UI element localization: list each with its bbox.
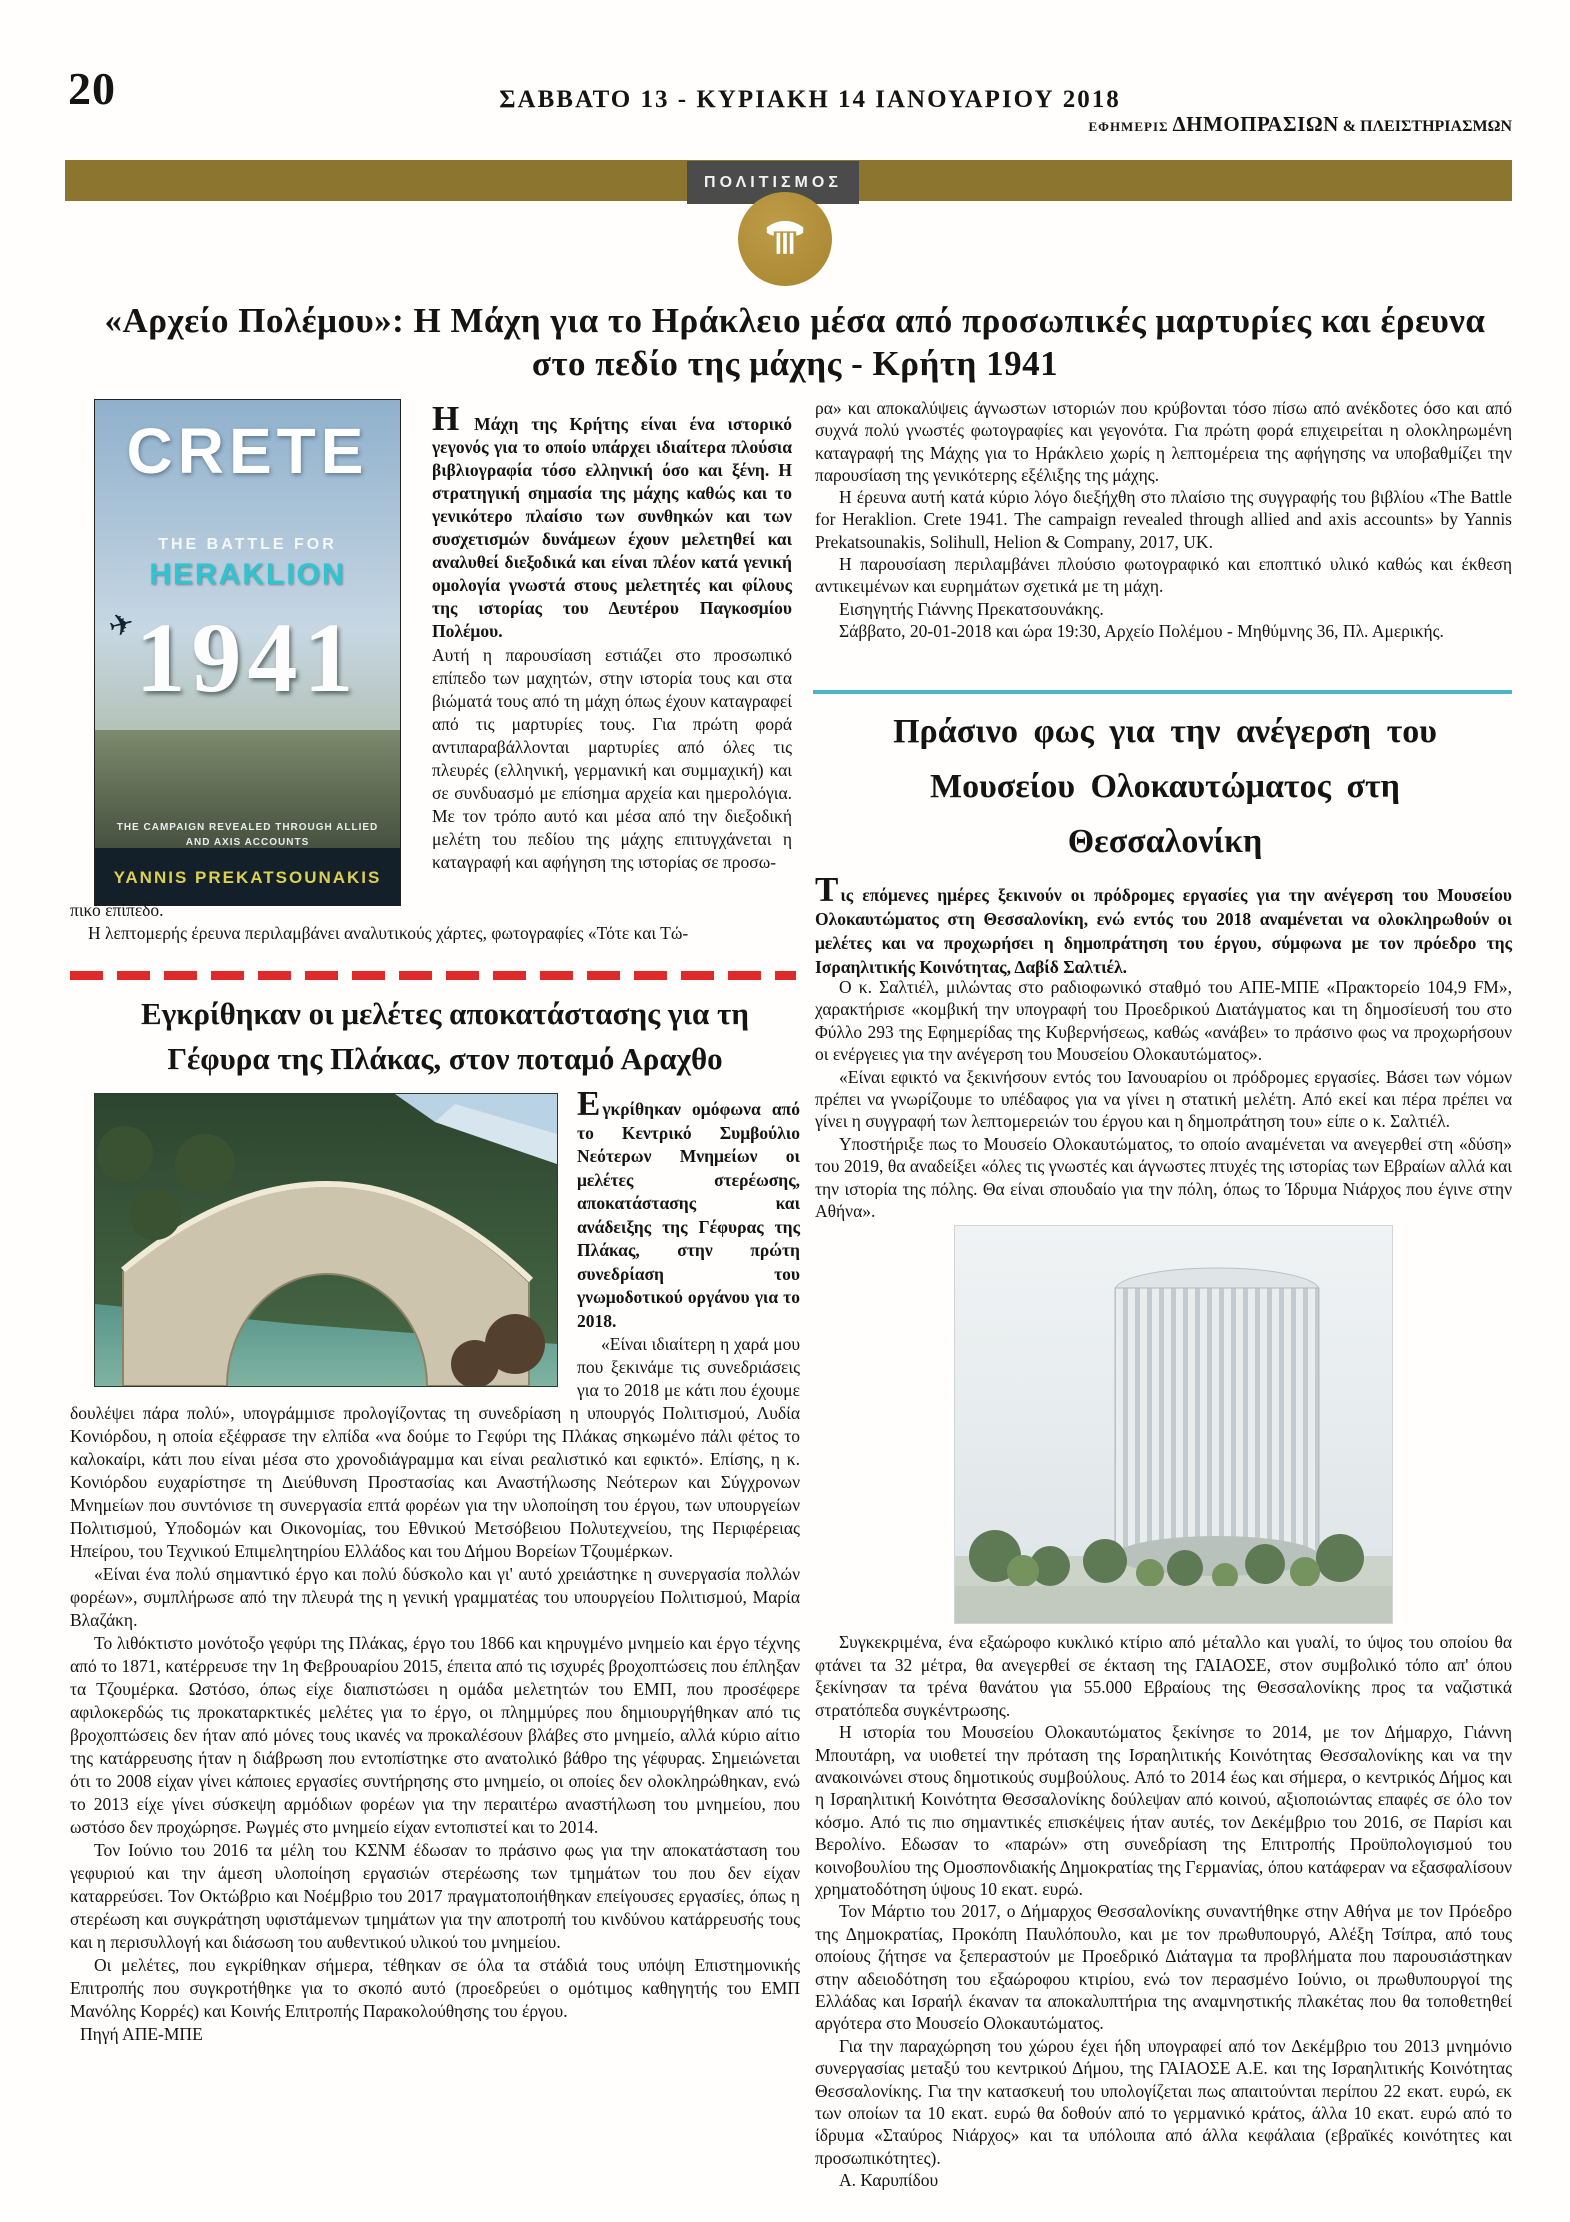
- article-crete-paragraph: ρα» και αποκαλύψεις άγνωστων ιστοριών που κρύβονται τόσο πίσω από ανέκδοτες όσο και από συχνά πολύ γνωστές φωτογραφίες και γεγονότα. Για πρώτη φορά επιχειρείται η ολοκληρωμένη καταγραφή της Μάχης για το Ηράκλειο χωρίς η λεπτομέρεια της αφήγησης να υποβαθμίζει την παρουσίαση της γενικότερης εξέλιξης της μάχης.: [815, 398, 1512, 485]
- article-bridge-body: [70, 1084, 800, 2046]
- article-bridge-paragraph: «Είναι ιδιαίτερη η χαρά μου που ξεκινάμε τις συνεδριάσεις για το 2018 με κάτι που έχουμε δουλέψει πάρα πολύ», υπογράμμισε προλογίζοντας τη συνεδρίαση η υπουργός Πολιτισμού, Λυδία Κονιόρδου, η οποία εξέφρασε την ελπίδα «να δούμε το Γεφύρι της Πλάκας σηκωμένο πάλι φέτος το καλοκαίρι, κάτι που είναι μέσα στο χρονοδιάγραμμα και είναι ρεαλιστικό και εφικτό». Επίσης, η κ. Κονιόρδου ευχαρίστησε τη Διεύθυνση Προστασίας και Αναστήλωσης Νεότερων και Σύγχρονων Μνημείων που συντόνισε τη συνεργασία επτά φορέων για την υλοποίηση του έργου, των υπουργείων Πολιτισμού, Υποδομών και Οικονομίας, του Εθνικού Μετσόβειου Πολυτεχνείου, της Περιφέρειας Ηπείρου, του Τεχνικού Επιμελητηρίου Ελλάδος και του Δήμου Βορείων Τζουμέρκων.: [70, 1334, 800, 1561]
- newspaper-masthead: [1089, 112, 1513, 137]
- date-header: ΣΑΒΒΑΤΟ 13 - ΚΥΡΙΑΚΗ 14 ΙΑΝΟΥΑΡΙΟΥ 2018: [499, 86, 1121, 113]
- book-cover-author: YANNIS PREKATSOUNAKIS: [113, 868, 382, 887]
- book-cover-subtitle2: HERAKLION: [149, 558, 346, 591]
- masthead-name: ΔΗΜΟΠΡΑΣΙΩΝ: [1172, 112, 1339, 136]
- article-crete-paragraph: Η παρουσίαση περιλαμβάνει πλούσιο φωτογραφικό και εποπτικό υλικό καθώς και έκθεση αντικειμένων και ευρημάτων σχετικά με τη μάχη.: [815, 554, 1512, 597]
- article-bridge-paragraph: «Είναι ένα πολύ σημαντικό έργο και πολύ δύσκολο και γι' αυτό χρειάστηκε η συνεργασία πολλών φορέων», συμπλήρωσε από την πλευρά της η γενική γραμματέας του υπουργείου Πολιτισμού, Μαρία Βλαζάκη.: [70, 1564, 800, 1630]
- article-museum-title: Πράσινο φως για την ανέγερση του Μουσείου Ολοκαυτώματος στη Θεσσαλονίκη: [893, 713, 1437, 861]
- column-capital-icon: [757, 209, 813, 270]
- article-crete-speaker: Εισηγητής Γιάννης Πρεκατσουνάκης.: [839, 598, 1104, 619]
- article-museum-paragraph: Ο κ. Σαλτιέλ, μιλώντας στο ραδιοφωνικό σταθμό του ΑΠΕ-ΜΠΕ «Πρακτορείο 104,9 FM», χαρακτήρισε «κομβική την υπογραφή του Προεδρικού Διατάγματος και τη δημοσίευσή του στο Φύλλο 293 της Εφημερίδας της Κυβερνήσεως, καθώς «ανάβει» το πράσινο φως να προχωρήσουν οι ενέργειες για την ανέγερση του Μουσείου Ολοκαυτώματος».: [815, 977, 1512, 1065]
- article-crete-paragraph: πικό επίπεδο.: [70, 900, 164, 920]
- masthead-suffix: & ΠΛΕΙΣΤΗΡΙΑΣΜΩΝ: [1342, 118, 1512, 135]
- article-bridge-lead: Εγκρίθηκαν ομόφωνα από το Κεντρικό Συμβούλιο Νεότερων Μνημείων οι μελέτες στερέωσης, αποκατάστασης και ανάδειξης της Γέφυρας της Πλάκας, στην πρώτη συνεδρίαση του γνωμοδοτικού οργάνου για το 2018.: [577, 1084, 800, 1331]
- article-museum-body: [815, 976, 1512, 2192]
- article-museum-paragraph: «Είναι εφικτό να ξεκινήσουν εντός του Ιανουαρίου οι πρόδρομες εργασίες. Βάσει των νόμων πρέπει να γνωρίζουμε το υπέδαφος για να γίνει η στατική μελέτη. Από εκεί και πέρα πρέπει να γίνει η συγγραφή των λεπτομερειών του έργου και η δημοπράτηση του» είπε ο κ. Σαλτιέλ.: [815, 1066, 1512, 1132]
- plaka-bridge-photo: [95, 1094, 557, 1386]
- section-label: ΠΟΛΙΤΙΣΜΟΣ: [687, 161, 859, 204]
- article-bridge-paragraph: Το λιθόκτιστο μονότοξο γεφύρι της Πλάκας, έργο του 1866 και κηρυγμένο μνημείο και έργο τέχνης από το 1871, κατέρρευσε την 1η Φεβρουαρίου 2015, έπειτα από τις ισχυρές βροχοπτώσεις που έπληξαν τα Τζουμέρκα. Ωστόσο, όπως είχε διαπιστώσει η ομάδα μελετητών του ΕΜΠ, που προσέφερε αφιλοκερδώς τις προκαταρκτικές μελέτες για το έργο, οι πλημμύρες που δημιουργήθηκαν από τις βροχοπτώσεις δεν ήταν από μόνες τους ικανές να προκαλέσουν βλάβες στο μνημείο, αλλά κύριο αίτιο της κατάρρευσης ήταν η διάβρωση που εντοπίστηκε στο ανατολικό βάθρο της γέφυρας. Σημειώνεται ότι το 2008 είχαν γίνει κάποιες εργασίες συντήρησης στο μνημείο, οι οποίες δεν ολοκληρώθηκαν, ενώ το 2013 είχε γίνει σύσκεψη αρμόδιων φορέων για την περαιτέρω αναστήλωση του μνημείου, που ωστόσο δεν προχώρησε. Ρωγμές στο μνημείο είχαν εντοπιστεί και το 2014.: [70, 1633, 800, 1837]
- article-museum-byline: Α. Καρυπίδου: [839, 2170, 939, 2191]
- book-cover-title: CRETE: [126, 415, 369, 487]
- article-crete-title: «Αρχείο Πολέμου»: Η Μάχη για το Ηράκλειο μέσα από προσωπικές μαρτυρίες και έρευνα στο πεδίο της μάχης - Κρήτη 1941: [104, 301, 1486, 383]
- book-cover-image: [95, 400, 400, 905]
- culture-logo: [738, 192, 832, 286]
- article-bridge-source: Πηγή ΑΠΕ-ΜΠΕ: [80, 2024, 203, 2044]
- article-crete-lead: Η Μάχη της Κρήτης είναι ένα ιστορικό γεγονός για το οποίο υπάρχει ιδιαίτερα πλούσια βιβλιογραφία τόσο ελληνική όσο και ξένη. Η στρατηγική σημασία της μάχης καθώς και το γενικότερο πλαίσιο των συνθηκών και των συσχετισμών δυνάμεων έχουν μελετηθεί και αναλυθεί διεξοδικά και είναι πλέον κατά γενική ομολογία γνωστά στους μελετητές και φίλους της ιστορίας του Δευτέρου Παγκοσμίου Πολέμου.: [432, 399, 792, 641]
- red-dashed-separator: [70, 971, 796, 980]
- article-crete-paragraph: Αυτή η παρουσίαση εστιάζει στο προσωπικό επίπεδο των μαχητών, στην ιστορία τους και στα βιώματά τους από τη μάχη όπως έχουν καταγραφεί από τις μαρτυρίες τους. Για πρώτη φορά αντιπαραβάλλονται μαρτυρίες από όλες τις πλευρές (ελληνική, γερμανική και συμμαχική) και σε συνδυασμό με επίσημα αρχεία και ημερολόγια. Με τον τρόπο αυτό και μέσα από την διεξοδική μελέτη του πεδίου της μάχης επιτυγχάνεται η καταγραφή και αφήγηση της ιστορίας σε προσω-: [432, 645, 792, 872]
- article-museum-lead: Τις επόμενες ημέρες ξεκινούν οι πρόδρομες εργασίες για την ανέγερση του Μουσείου Ολοκαυτώματος στη Θεσσαλονίκη, ενώ εντός του 2018 αναμένεται να ολοκληρωθούν οι μελέτες και να προχωρήσει η δημοπράτηση του έργου, σύμφωνα με τον πρόεδρο της Ισραηλιτικής Κοινότητας, Δαβίδ Σαλτιέλ.: [815, 870, 1512, 977]
- book-cover-year: 1941: [135, 602, 360, 713]
- article-bridge-title: Εγκρίθηκαν οι μελέτες αποκατάστασης για τη Γέφυρα της Πλάκας, στον ποταμό Αραχθο: [141, 996, 749, 1076]
- article-bridge-paragraph: Οι μελέτες, που εγκρίθηκαν σήμερα, τέθηκαν σε όλα τα στάδιά τους υπόψη Επιστημονικής Επιτροπής που συγκροτήθηκε για το σκοπό αυτό (προεδρεύει ο ομότιμος καθηγητής του ΕΜΠ Μανόλης Κορρές) και Κοινής Επιτροπής Παρακολούθησης του έργου.: [70, 1955, 800, 2021]
- museum-rendering-image: [955, 1226, 1392, 1623]
- article-museum-paragraph: Συγκεκριμένα, ένα εξαώροφο κυκλικό κτίριο από μέταλλο και γυαλί, το ύψος του οποίου θα φτάνει τα 32 μέτρα, θα ανεγερθεί σε έκταση της ΓΑΙΑΟΣΕ, στον συμβολικό τόπο απ' όπου ξεκίνησαν τα τρένα θανάτου για 55.000 Εβραίους της Θεσσαλονίκης προς τα ναζιστικά στρατόπεδα συγκέντρωσης.: [815, 1632, 1512, 1720]
- airplane-icon: ✈: [105, 606, 138, 645]
- article-crete-event-info: Σάββατο, 20-01-2018 και ώρα 19:30, Αρχείο Πολέμου - Μηθύμνης 36, Πλ. Αμερικής.: [839, 620, 1444, 641]
- article-crete-paragraph: Η λεπτομερής έρευνα περιλαμβάνει αναλυτικούς χάρτες, φωτογραφίες «Τότε και Τώ-: [88, 923, 689, 943]
- masthead-prefix: ΕΦΗΜΕΡΙΣ: [1088, 119, 1169, 134]
- article-crete-right-column: [815, 397, 1512, 642]
- article-crete-middle-column: [432, 399, 792, 874]
- page-number: 20: [68, 63, 116, 114]
- article-crete-under-image-text: [70, 899, 798, 945]
- article-museum-paragraph: Τον Μάρτιο του 2017, ο Δήμαρχος Θεσσαλονίκης συναντήθηκε στην Αθήνα με τον Πρόεδρο της Δημοκρατίας, Προκόπη Παυλόπουλο, και με τον πρωθυπουργό, Αλέξη Τσίπρα, από τους οποίους ζήτησε να ξεπεραστούν με Προεδρικό Διάταγμα τα προβλήματα που παρουσιάστηκαν στην αδειοδότηση του εξαώροφου κτιρίου, ενώ τον περασμένο Ιούνιο, οι πρωθυπουργοί της Ελλάδας και Ισραήλ έκαναν τα αποκαλυπτήρια της αναμνηστικής πλακέτας που θα τοποθετηθεί αργότερα στο Μουσείο Ολοκαυτώματος.: [815, 1901, 1512, 2034]
- article-bridge-paragraph: Τον Ιούνιο του 2016 τα μέλη του ΚΣΝΜ έδωσαν το πράσινο φως για την αποκατάσταση του γεφυριού και την άμεση υλοποίηση εργασιών στερέωσης των τμημάτων του που δεν είχαν καταρρεύσει. Τον Οκτώβριο και Νοέμβριο του 2017 πραγματοποιήθηκαν επείγουσες εργασίες, όπως η στερέωση και συγκράτηση υφιστάμενων τμημάτων για την αποτροπή του κινδύνου κατάρρευσής τους και η περισυλλογή και διάσωση του αυθεντικού υλικού του μνημείου.: [70, 1840, 800, 1952]
- article-museum-paragraph: Για την παραχώρηση του χώρου έχει ήδη υπογραφεί από τον Δεκέμβριο του 2013 μνημόνιο συνεργασίας μεταξύ του κεντρικού Δήμου, της ΓΑΙΑΟΣΕ Α.Ε. και της Ισραηλιτικής Κοινότητας Θεσσαλονίκης. Για την κατασκευή του υπολογίζεται πως απαιτούνται περίπου 22 εκατ. ευρώ, εκ των οποίων τα 10 εκατ. ευρώ θα δοθούν από το γερμανικό κράτος, άλλα 10 εκατ. ευρώ από το ίδρυμα «Σταύρος Νιάρχος» και τα υπόλοιπα από άλλα κεφάλαια (εβραϊκές κοινότητες και προσωπικότητες).: [815, 2035, 1512, 2168]
- book-cover-subtitle: THE BATTLE FOR: [158, 536, 337, 553]
- article-museum-paragraph: Η ιστορία του Μουσείου Ολοκαυτώματος ξεκίνησε το 2014, με τον Δήμαρχο, Γιάννη Μπουτάρη, να υιοθετεί την πρόταση της Ισραηλιτικής Κοινότητας Θεσσαλονίκης και να την ανακοινώνει στους δημοτικούς συμβούλους. Από το 2014 έως και σήμερα, ο κεντρικός Δήμος και η Ισραηλιτική Κοινότητα Θεσσαλονίκης δούλεψαν από κοινού, αξιοποιώντας επαφές σε όλο τον κόσμο. Από τις πιο σημαντικές επισκέψεις ήταν αυτές, τον Δεκέμβριο του 2016, σε Παρίσι και Βερολίνο. Εδωσαν το «παρών» στη συνεδρίαση της Επιτροπής Προϋπολογισμού του κοινοβουλίου της Ομοσπονδιακής Δημοκρατίας της Γερμανίας, όπου κατάφεραν να εξασφαλίσουν χρηματοδότηση ύψους 10 εκατ. ευρώ.: [815, 1722, 1512, 1899]
- book-cover-tagline: THE CAMPAIGN REVEALED THROUGH ALLIED AND AXIS ACCOUNTS: [116, 822, 379, 848]
- article-museum-paragraph: Υποστήριξε πως το Μουσείο Ολοκαυτώματος, το οποίο αναμένεται να ανεγερθεί στη «δύση» του 2019, θα αναδείξει «όλες τις γνωστές και άγνωστες πτυχές της ιστορίας των Εβραίων αλλά και την ιστορία της πόλης. Θα είναι σπουδαίο για την πόλη, όπως το Ίδρυμα Νιάρχος που έγινε στην Αθήνα».: [815, 1133, 1512, 1222]
- article-crete-paragraph: Η έρευνα αυτή κατά κύριο λόγο διεξήχθη στο πλαίσιο της συγγραφής του βιβλίου «The Battle for Heraklion. Crete 1941. The campaign revealed through allied and axis accounts» by Yannis Prekatsounakis, Solihull, Helion & Company, 2017, UK.: [815, 487, 1512, 552]
- teal-separator: [813, 690, 1512, 694]
